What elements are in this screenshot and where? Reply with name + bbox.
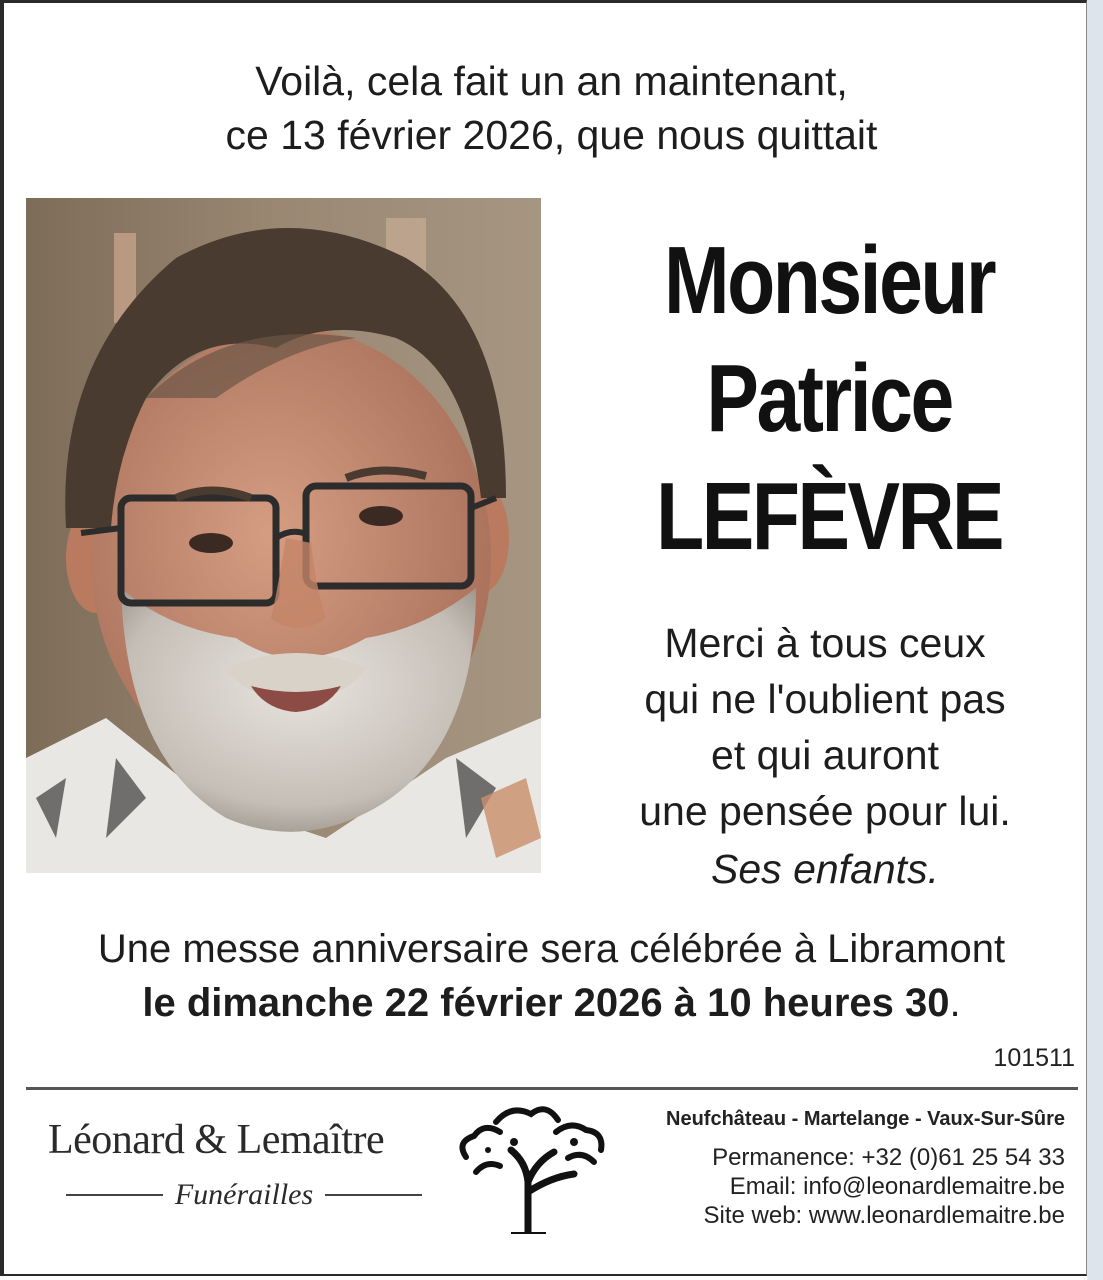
mass-line-1: Une messe anniversaire sera célébrée à Libramont: [97, 927, 1006, 971]
signature: Ses enfants.: [711, 846, 939, 892]
mass-announcement: [0, 922, 1103, 1030]
thanks-line-2: qui ne l'oublient pas: [644, 676, 1006, 722]
funeral-home-phone: Permanence: +32 (0)61 25 54 33: [712, 1144, 1065, 1171]
funeral-home-towns: Neufchâteau - Martelange - Vaux-Sur-Sûre: [666, 1108, 1065, 1130]
subtitle-rule-left: [66, 1194, 163, 1196]
deceased-name: [616, 222, 1042, 576]
deceased-last-name: LEFÈVRE: [656, 463, 1003, 570]
funeral-home-subtitle-row: [66, 1178, 422, 1212]
reference-number: 101511: [993, 1044, 1075, 1072]
thanks-line-4: une pensée pour lui.: [639, 788, 1011, 834]
thanks-line-1: Merci à tous ceux: [664, 620, 986, 666]
thanks-message: [580, 615, 1070, 897]
funeral-home-subtitle: Funérailles: [174, 1178, 314, 1211]
funeral-home-email: Email: info@leonardlemaitre.be: [729, 1173, 1065, 1200]
intro-line-1: Voilà, cela fait un an maintenant,: [255, 58, 848, 104]
tree-logo-icon: [456, 1102, 608, 1234]
funeral-home-website: Site web: www.leonardlemaitre.be: [703, 1202, 1065, 1229]
footer-divider: [26, 1087, 1078, 1090]
intro-line-2: ce 13 février 2026, que nous quittait: [225, 112, 878, 158]
deceased-first-name: Patrice: [706, 345, 952, 452]
funeral-home-contact: [666, 1105, 1065, 1230]
intro-text: [0, 54, 1103, 162]
deceased-title: Monsieur: [663, 227, 995, 334]
subtitle-rule-right: [325, 1194, 422, 1196]
thanks-line-3: et qui auront: [711, 732, 939, 778]
page-edge-strip: [1087, 0, 1103, 1280]
mass-date-line: [0, 976, 1103, 1030]
mass-date: le dimanche 22 février 2026 à 10 heures 30: [142, 981, 950, 1025]
deceased-portrait-photo: [26, 198, 541, 873]
mass-date-period: .: [949, 981, 961, 1025]
funeral-home-name: Léonard & Lemaître: [48, 1117, 385, 1163]
